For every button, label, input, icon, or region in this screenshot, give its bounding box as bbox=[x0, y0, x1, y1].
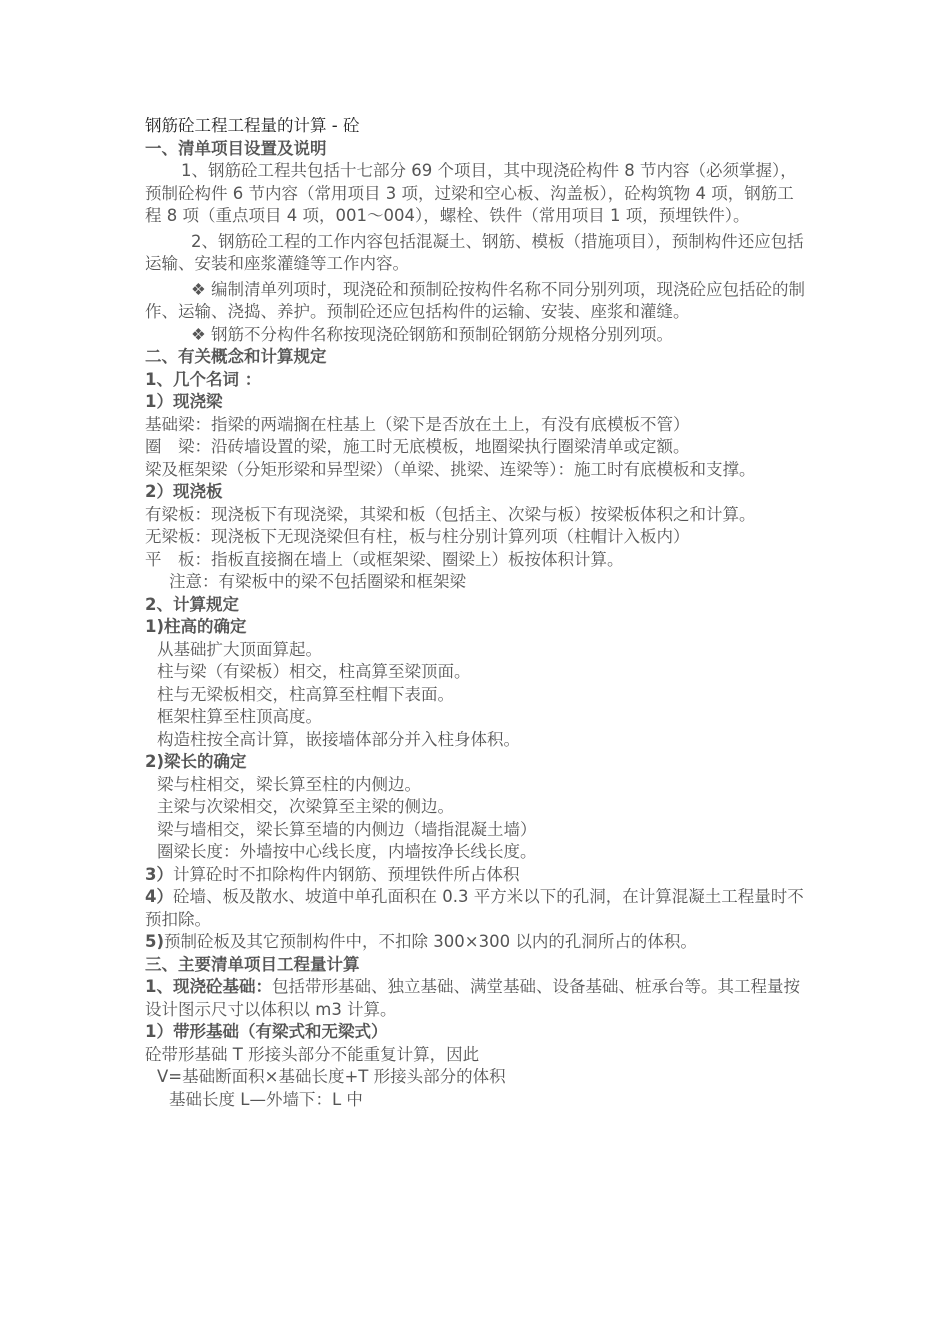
rule-text: 预制砼板及其它预制构件中，不扣除 300×300 以内的孔洞所占的体积。 bbox=[164, 932, 697, 951]
item-text: 包括带形基础、独立基础、满堂基础、设备基础、桩承台等。其工程量按设计图示尺寸以体积以 m3 计算。 bbox=[145, 977, 800, 1019]
paragraph: 2、钢筋砼工程的工作内容包括混凝土、钢筋、模板（措施项目），预制构件还应包括运输、安装和座浆灌缝等工作内容。 bbox=[145, 231, 804, 273]
definition-line: 无梁板：现浇板下无现浇梁但有柱，板与柱分别计算列项（柱帽计入板内） bbox=[145, 527, 690, 546]
rule-line: 梁与柱相交，梁长算至柱的内侧边。 bbox=[157, 774, 421, 794]
subheading: 1）带形基础（有梁式和无梁式） bbox=[145, 1022, 388, 1041]
rule-line: 框架柱算至柱顶高度。 bbox=[157, 707, 322, 726]
numbered-rule bbox=[145, 931, 810, 954]
bullet-paragraph: ❖ 钢筋不分构件名称按现浇砼钢筋和预制砼钢筋分规格分别列项。 bbox=[191, 324, 674, 344]
item-paragraph bbox=[145, 976, 810, 1021]
rule-line: 主梁与次梁相交，次梁算至主梁的侧边。 bbox=[157, 797, 454, 816]
subheading: 1)柱高的确定 bbox=[145, 617, 247, 636]
definition-line: 梁及框架梁（分矩形梁和异型梁）（单梁、挑梁、连梁等）：施工时有底模板和支撑。 bbox=[145, 459, 756, 479]
subheading: 2)梁长的确定 bbox=[145, 752, 247, 771]
rule-line: 构造柱按全高计算，嵌接墙体部分并入柱身体积。 bbox=[157, 729, 520, 749]
rule-line: 圈梁长度：外墙按中心线长度，内墙按净长线长度。 bbox=[157, 842, 537, 861]
definition-line: 圈 梁：沿砖墙设置的梁，施工时无底模板，地圈梁执行圈梁清单或定额。 bbox=[145, 437, 690, 456]
formula-line: 基础长度 L—外墙下：L 中 bbox=[169, 1089, 363, 1109]
numbered-rule bbox=[145, 886, 810, 931]
note-line: 注意：有梁板中的梁不包括圈梁和框架梁 bbox=[169, 572, 466, 591]
rule-text: 砼墙、板及散水、坡道中单孔面积在 0.3 平方米以下的孔洞，在计算混凝土工程量时不预扣除。 bbox=[145, 887, 804, 929]
definition-line: 有梁板：现浇板下有现浇梁，其梁和板（包括主、次梁与板）按梁板体积之和计算。 bbox=[145, 504, 756, 524]
rule-text: 计算砼时不扣除构件内钢筋、预埋铁件所占体积 bbox=[172, 864, 520, 884]
document-title: 钢筋砼工程工程量的计算 - 砼 bbox=[145, 116, 360, 135]
paragraph: 1、钢筋砼工程共包括十七部分 69 个项目，其中现浇砼构件 8 节内容（必须掌握），预制砼构件 6 节内容（常用项目 3 项，过梁和空心板、沟盖板），砼构筑物 4 项，钢筋工程 8 项（重点项目 4 项，001～004），螺栓、铁件（常用项目 1 项，预埋铁件）。 bbox=[145, 161, 797, 225]
rule-line: 从基础扩大顶面算起。 bbox=[157, 639, 322, 659]
bullet-paragraph: ❖ 编制清单列项时，现浇砼和预制砼按构件名称不同分别列项，现浇砼应包括砼的制作、运输、浇捣、养护。预制砼还应包括构件的运输、安装、座浆和灌缝。 bbox=[145, 279, 806, 321]
subheading: 2、计算规定 bbox=[145, 594, 239, 614]
numbered-rule bbox=[145, 864, 810, 887]
formula-line: V=基础断面积×基础长度+T 形接头部分的体积 bbox=[157, 1067, 506, 1086]
section-heading-2: 二、有关概念和计算规定 bbox=[145, 347, 327, 366]
definition-line: 平 板：指板直接搁在墙上（或框架梁、圈梁上）板按体积计算。 bbox=[145, 549, 624, 569]
section-heading-1: 一、清单项目设置及说明 bbox=[145, 138, 327, 158]
document-body bbox=[145, 115, 810, 1111]
subheading: 2）现浇板 bbox=[145, 482, 223, 501]
rule-line: 柱与梁（有梁板）相交，柱高算至梁顶面。 bbox=[157, 662, 471, 681]
subheading: 1、几个名词 ： bbox=[145, 369, 262, 389]
item-label: 1、现浇砼基础： bbox=[145, 977, 272, 996]
definition-line: 基础梁：指梁的两端搁在柱基上（梁下是否放在土上，有没有底模板不管） bbox=[145, 414, 690, 434]
rule-line: 柱与无梁板相交，柱高算至柱帽下表面。 bbox=[157, 684, 454, 704]
section-heading-3: 三、主要清单项目工程量计算 bbox=[145, 954, 360, 974]
rule-number: 3） bbox=[145, 864, 173, 884]
rule-line: 梁与墙相交，梁长算至墙的内侧边（墙指混凝土墙） bbox=[157, 819, 537, 839]
subheading: 1）现浇梁 bbox=[145, 392, 223, 411]
text-line: 砼带形基础 T 形接头部分不能重复计算，因此 bbox=[145, 1044, 480, 1064]
rule-number: 4） bbox=[145, 887, 173, 906]
rule-number: 5) bbox=[145, 932, 165, 951]
